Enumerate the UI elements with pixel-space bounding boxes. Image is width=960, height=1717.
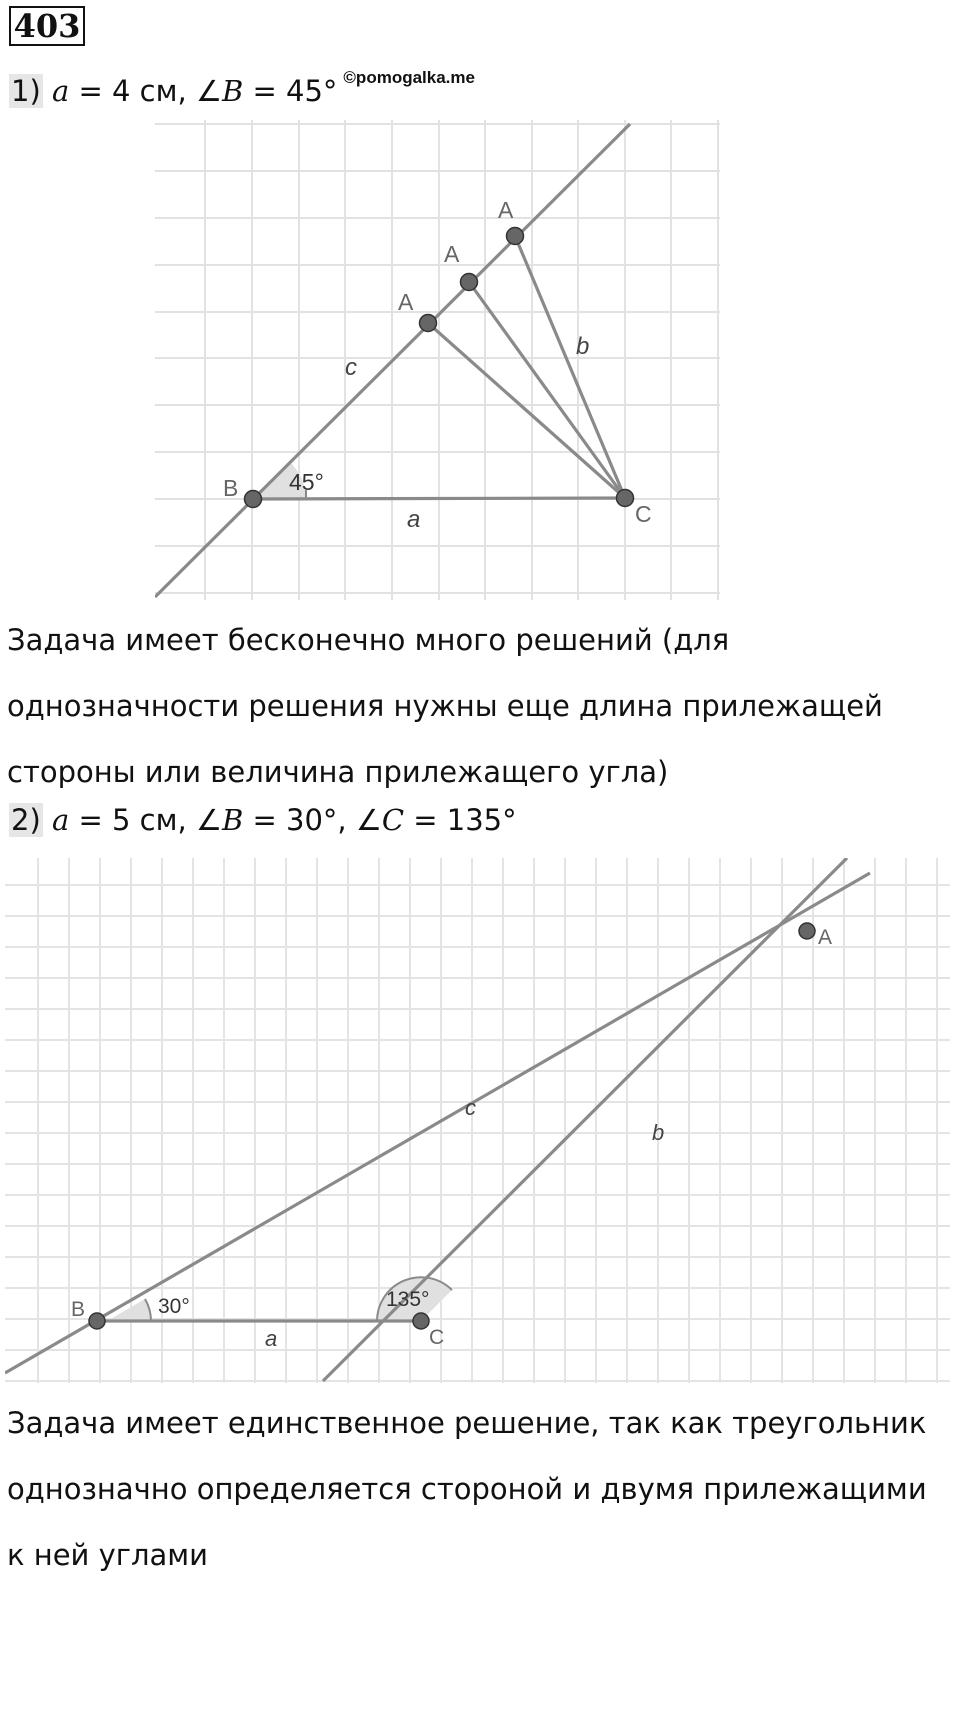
figure-1-label-C: C [635,501,652,527]
figure-1 [155,120,725,605]
figure-1-label-A2: A [444,241,460,267]
part1-angle-value: = 45° [243,74,338,108]
part1-condition [9,68,475,108]
part2-number: 2) [11,803,41,837]
watermark: ©pomogalka.me [343,68,475,87]
figure-2-angle-C-label: 135° [386,1288,430,1311]
figure-1-label-b: b [576,333,590,360]
part2-angle-C-value: = 135° [404,803,517,837]
figure-2-label-B: B [71,1298,86,1321]
part1-number: 1) [11,74,41,108]
figure-2-point-B [89,1313,105,1329]
figure-2-point-C [413,1313,429,1329]
part1-var-B: B [221,74,244,108]
part2-var-C: C [381,803,405,837]
figure-1-point-A3 [507,228,524,245]
figure-2-label-b: b [652,1120,665,1145]
problem-number: 403 [9,6,85,46]
part2-condition [9,803,517,837]
part1-var-a: a [51,74,70,108]
figure-1-side-a [253,498,625,499]
part1-conclusion-line-1: Задача имеет бесконечно много решений (для [7,623,730,657]
figure-2 [5,858,955,1388]
figure-1-label-a: a [407,506,421,533]
part2-conclusion-line-2: однозначно определяется стороной и двумя прилежащими [7,1472,927,1506]
part1-conclusion-line-3: стороны или величина прилежащего угла) [7,755,669,789]
part1-conclusion-line-2: однозначности решения нужны еще длина прилежащей [7,689,883,723]
figure-1-label-A1: A [398,289,414,315]
figure-1-label-B: B [223,475,239,501]
figure-1-grid [155,120,720,600]
figure-2-label-c: c [465,1095,476,1120]
part2-conclusion-line-1: Задача имеет единственное решение, так как треугольник [7,1406,927,1440]
part1-a-value: = 4 см, ∠ [69,74,222,108]
figure-1-point-A1 [420,315,437,332]
part2-var-a: a [51,803,70,837]
figure-1-point-B [245,491,262,508]
part2-conclusion [7,1390,952,1588]
part2-conclusion-line-3: к ней углами [7,1538,209,1572]
figure-1-point-A2 [461,274,478,291]
figure-2-point-A [799,923,815,939]
figure-2-label-a: a [265,1326,278,1351]
part1-conclusion [7,607,952,805]
figure-1-label-c: c [345,354,357,381]
figure-1-angle-label: 45° [289,469,324,495]
figure-2-angle-B-label: 30° [158,1295,190,1318]
figure-1-point-C [617,490,634,507]
part2-angle-B-value: = 30°, ∠ [243,803,382,837]
figure-2-label-C: C [429,1326,445,1349]
figure-1-label-A3: A [498,197,514,223]
figure-2-label-A: A [818,926,833,949]
part2-a-value: = 5 см, ∠ [69,803,222,837]
part2-var-B: B [221,803,244,837]
figure-1-segment-A1C [428,323,625,498]
